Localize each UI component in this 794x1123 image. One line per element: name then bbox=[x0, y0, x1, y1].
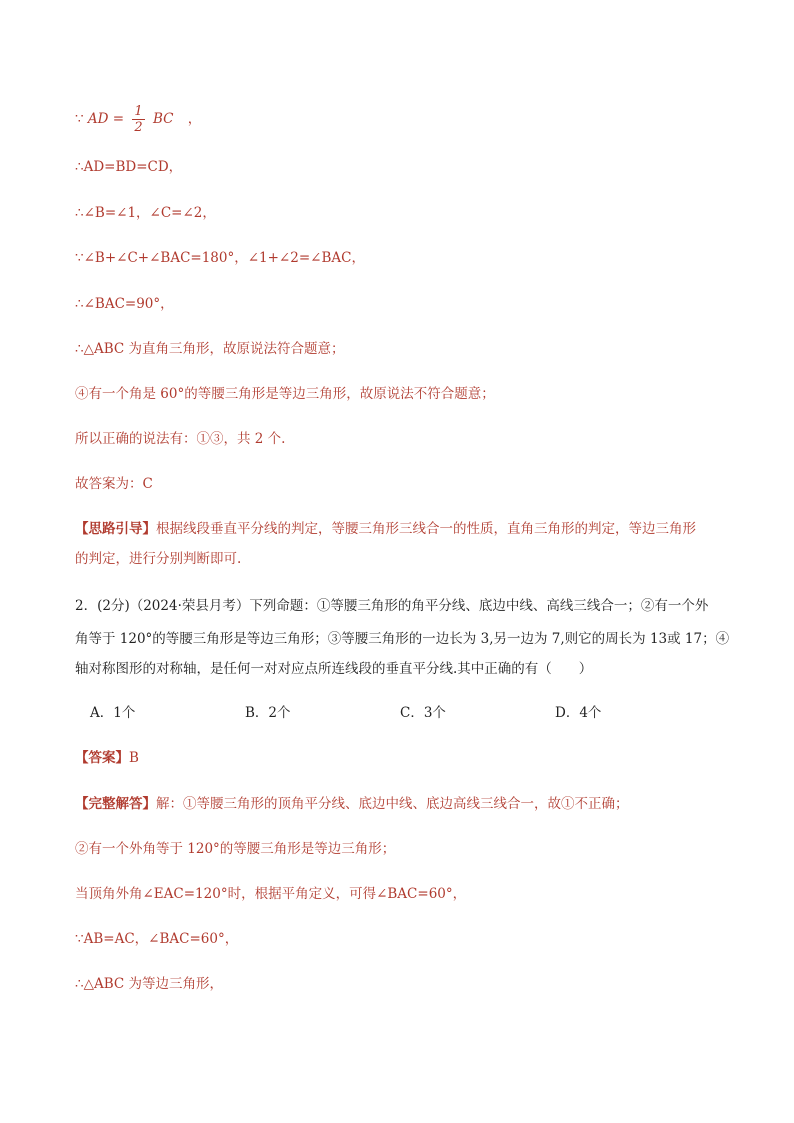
hint-line-2: 的判定，进行分别判断即可. bbox=[75, 551, 242, 567]
option-a: A．1个 bbox=[90, 705, 136, 721]
because-symbol: ∵ bbox=[75, 111, 84, 127]
line-right-triangle: ∴△ABC 为直角三角形，故原说法符合题意； bbox=[75, 341, 345, 357]
solution-text-1: 解：①等腰三角形的顶角平分线、底边中线、底边高线三线合一，故①不正确； bbox=[156, 796, 629, 812]
fraction-one-half bbox=[132, 104, 144, 135]
line-angle-equalities: ∴∠B=∠1，∠C=∠2， bbox=[75, 205, 216, 221]
fraction-denominator: 2 bbox=[134, 120, 143, 135]
solution-line-4: ∵AB=AC，∠BAC=60°， bbox=[75, 931, 239, 947]
hint-text-1: 根据线段垂直平分线的判定，等腰三角形三线合一的性质，直角三角形的判定，等边三角形 bbox=[156, 521, 696, 537]
hint-tag: 【思路引导】 bbox=[75, 521, 156, 537]
line-ad-half-bc bbox=[75, 104, 201, 135]
fraction-numerator: 1 bbox=[134, 104, 143, 119]
line-final-answer: 故答案为：C bbox=[75, 476, 153, 492]
line-statement-4: ④有一个角是 60°的等腰三角形是等边三角形，故原说法不符合题意； bbox=[75, 386, 495, 402]
line-correct-count: 所以正确的说法有：①③，共 2 个. bbox=[75, 431, 286, 447]
answer-line bbox=[75, 748, 139, 768]
question-2-line-1: 2．(2分)（2024·荣县月考）下列命题：①等腰三角形的角平分线、底边中线、高线三线合一；②有一个外 bbox=[75, 598, 709, 614]
comma: ， bbox=[187, 111, 202, 127]
line-bac-90: ∴∠BAC=90°， bbox=[75, 296, 174, 312]
hint-line-1 bbox=[75, 519, 696, 539]
solution-line-5: ∴△ABC 为等边三角形， bbox=[75, 976, 224, 992]
line-ad-bd-cd: ∴AD=BD=CD， bbox=[75, 159, 183, 175]
solution-line-3: 当顶角外角∠EAC=120°时，根据平角定义，可得∠BAC=60°， bbox=[75, 886, 467, 902]
option-c: C．3个 bbox=[400, 705, 446, 721]
answer-value: B bbox=[129, 750, 139, 766]
solution-line-2: ②有一个外角等于 120°的等腰三角形是等边三角形； bbox=[75, 841, 396, 857]
answer-tag: 【答案】 bbox=[75, 750, 129, 766]
solution-line-1 bbox=[75, 794, 629, 814]
line-angle-sum: ∵∠B+∠C+∠BAC=180°，∠1+∠2=∠BAC， bbox=[75, 250, 365, 266]
option-b: B．2个 bbox=[245, 705, 291, 721]
option-d: D．4个 bbox=[555, 705, 602, 721]
question-2-line-3: 轴对称图形的对称轴，是任何一对对应点所连线段的垂直平分线.其中正确的有（ ） bbox=[75, 661, 593, 677]
question-2-line-2: 角等于 120°的等腰三角形是等边三角形；③等腰三角形的一边长为 3,另一边为 7,则它的周长为 13或 17；④ bbox=[75, 631, 730, 647]
ad-label: AD bbox=[87, 111, 109, 127]
bc-label: BC bbox=[152, 111, 174, 127]
equals-sign: = bbox=[112, 111, 125, 127]
solution-tag: 【完整解答】 bbox=[75, 796, 156, 812]
